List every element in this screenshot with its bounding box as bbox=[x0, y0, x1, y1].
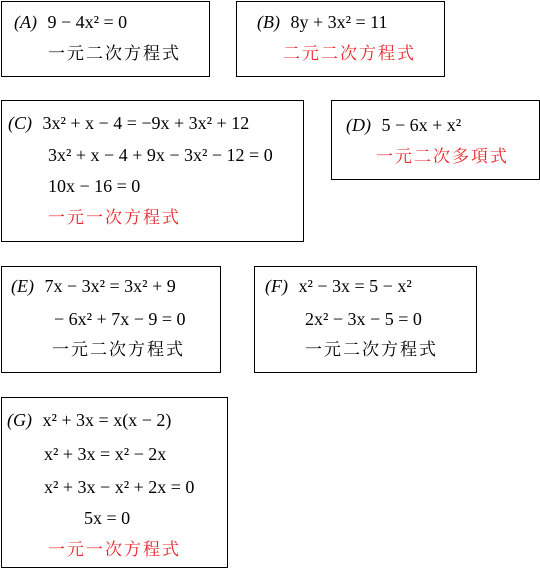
box-g bbox=[1, 397, 228, 568]
result-a: 一元二次方程式 bbox=[48, 44, 181, 64]
label-d: (D) bbox=[346, 115, 371, 135]
equation-c: 3x² + x − 4 = −9x + 3x² + 12 bbox=[42, 113, 250, 133]
box-c bbox=[1, 100, 304, 242]
equation-a: 9 − 4x² = 0 bbox=[47, 12, 128, 32]
label-f: (F) bbox=[265, 276, 288, 296]
label-g: (G) bbox=[7, 410, 32, 430]
equation-d: 5 − 6x + x² bbox=[381, 115, 462, 135]
box-e bbox=[1, 266, 221, 373]
label-b: (B) bbox=[257, 12, 280, 32]
result-c: 一元一次方程式 bbox=[48, 208, 181, 228]
step1-f: 2x² − 3x − 5 = 0 bbox=[305, 309, 422, 329]
label-a: (A) bbox=[14, 12, 37, 32]
result-f: 一元二次方程式 bbox=[305, 340, 438, 360]
label-e: (E) bbox=[11, 276, 34, 296]
box-f bbox=[254, 266, 477, 373]
box-d bbox=[331, 100, 540, 180]
box-a bbox=[1, 1, 210, 77]
result-d: 一元二次多項式 bbox=[376, 147, 509, 167]
result-g: 一元一次方程式 bbox=[48, 540, 181, 560]
equation-b: 8y + 3x² = 11 bbox=[290, 12, 388, 32]
box-b bbox=[236, 1, 445, 77]
step1-g: x² + 3x = x² − 2x bbox=[44, 444, 167, 464]
step1-c: 3x² + x − 4 + 9x − 3x² − 12 = 0 bbox=[48, 145, 273, 165]
step2-g: x² + 3x − x² + 2x = 0 bbox=[44, 477, 195, 497]
step1-e: − 6x² + 7x − 9 = 0 bbox=[54, 309, 186, 329]
equation-g: x² + 3x = x(x − 2) bbox=[42, 410, 172, 430]
result-b: 二元二次方程式 bbox=[283, 44, 416, 64]
label-c: (C) bbox=[8, 113, 32, 133]
equation-e: 7x − 3x² = 3x² + 9 bbox=[44, 276, 176, 296]
step3-g: 5x = 0 bbox=[84, 508, 131, 528]
equation-f: x² − 3x = 5 − x² bbox=[298, 276, 412, 296]
result-e: 一元二次方程式 bbox=[52, 340, 185, 360]
step2-c: 10x − 16 = 0 bbox=[48, 176, 141, 196]
